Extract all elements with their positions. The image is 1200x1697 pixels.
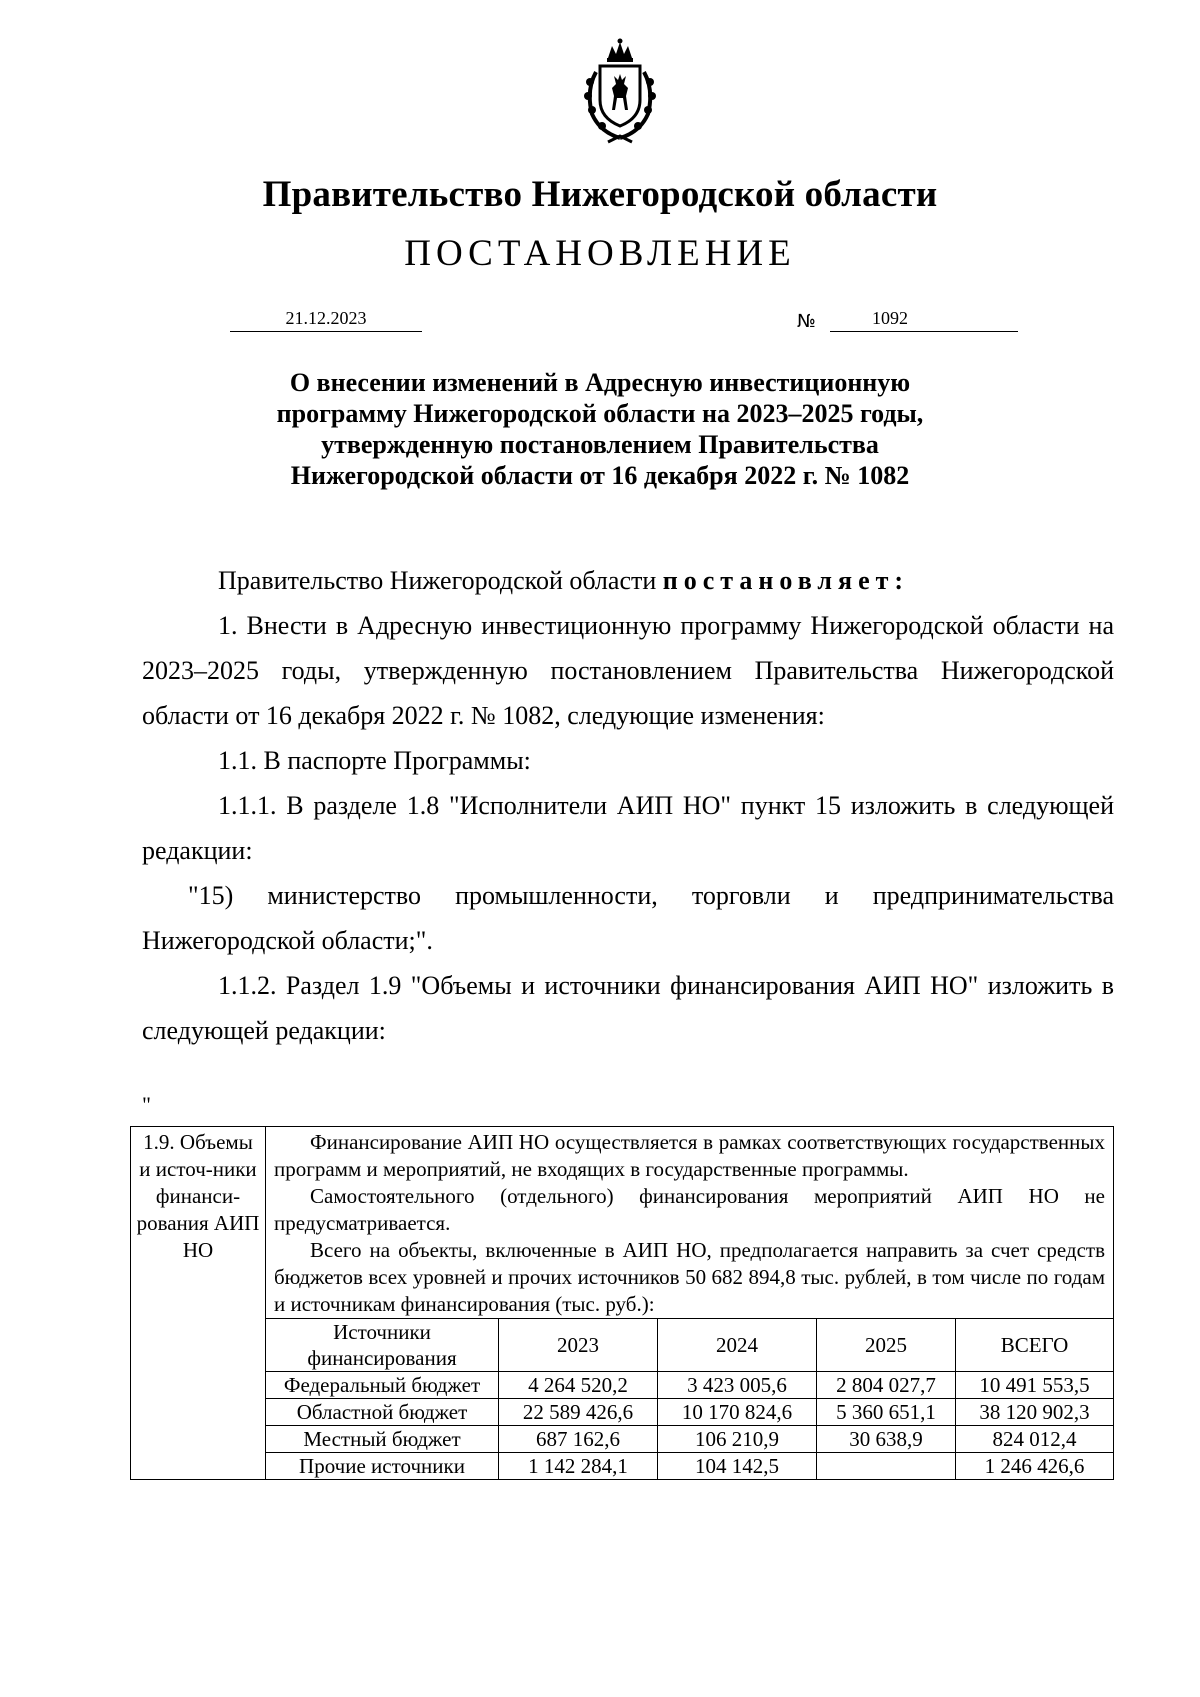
- row-value: 30 638,9: [817, 1426, 956, 1453]
- decree-intro-paragraph: [142, 558, 1114, 603]
- document-type: ПОСТАНОВЛЕНИЕ: [404, 233, 796, 274]
- row-value: 2 804 027,7: [817, 1372, 956, 1399]
- row-total: 38 120 902,3: [956, 1399, 1114, 1426]
- row-total: 824 012,4: [956, 1426, 1114, 1453]
- row-value: 1 142 284,1: [499, 1453, 658, 1480]
- table-row: [266, 1372, 1113, 1399]
- row-value: 4 264 520,2: [499, 1372, 658, 1399]
- header-cell: 2023: [499, 1319, 658, 1372]
- row-value: 10 170 824,6: [658, 1399, 817, 1426]
- header-cell: 2025: [817, 1319, 956, 1372]
- row-value: 5 360 651,1: [817, 1399, 956, 1426]
- subject-line: Нижегородской области от 16 декабря 2022 г. № 1082: [290, 461, 910, 490]
- section-content: [266, 1127, 1114, 1480]
- row-source: Областной бюджет: [266, 1399, 499, 1426]
- row-source: Федеральный бюджет: [266, 1372, 499, 1399]
- document-number: 1092: [872, 308, 908, 328]
- row-source: Местный бюджет: [266, 1426, 499, 1453]
- row-value: 687 162,6: [499, 1426, 658, 1453]
- document-subject: [240, 367, 960, 491]
- table-row: [266, 1399, 1113, 1426]
- paragraph-1-1-1: 1.1.1. В разделе 1.8 "Исполнители АИП НО" пункт 15 изложить в следующей редакции:: [142, 791, 1114, 865]
- paragraph-1: 1. Внести в Адресную инвестиционную программу Нижегородской области на 2023–2025 годы, утвержденную постановлением Правительства Нижегородской области от 16 декабря 2022 г. № 1082, следующие изменения:: [142, 611, 1114, 730]
- row-total: 1 246 426,6: [956, 1453, 1114, 1480]
- body-text: [142, 603, 1114, 1053]
- table-row: [266, 1453, 1113, 1480]
- section-label: 1.9. Объемы и источ-ники финанси-рования АИП НО: [131, 1127, 266, 1480]
- header-cell: 2024: [658, 1319, 817, 1372]
- subject-line: О внесении изменений в Адресную инвестиционную: [289, 368, 911, 397]
- row-value: 106 210,9: [658, 1426, 817, 1453]
- paragraph-1-1: 1.1. В паспорте Программы:: [218, 746, 531, 775]
- financing-section-table: [130, 1126, 1114, 1480]
- open-quote: ": [142, 1092, 151, 1117]
- date-underline: [230, 331, 422, 332]
- government-title: Правительство Нижегородской области: [262, 174, 938, 215]
- number-underline: [830, 331, 1018, 332]
- row-value: 3 423 005,6: [658, 1372, 817, 1399]
- row-value: [817, 1453, 956, 1480]
- table-row: [266, 1426, 1113, 1453]
- row-value: 22 589 426,6: [499, 1399, 658, 1426]
- coat-of-arms-emblem: [578, 38, 662, 148]
- decree-word: постановляет:: [662, 566, 910, 595]
- paragraph-15: "15) министерство промышленности, торговли и предпринимательства Нижегородской области;".: [142, 881, 1114, 955]
- number-sign: №: [797, 311, 816, 332]
- decree-intro: Правительство Нижегородской области: [218, 566, 657, 595]
- financing-sources-table: [266, 1318, 1113, 1479]
- row-total: 10 491 553,5: [956, 1372, 1114, 1399]
- subject-line: утвержденную постановлением Правительства: [321, 430, 879, 459]
- financing-text-1: Финансирование АИП НО осуществляется в рамках соответствующих государственных программ и мероприятий, не входящих в государственные программы.: [274, 1130, 1105, 1181]
- document-date: 21.12.2023: [285, 308, 367, 328]
- financing-text-3: Всего на объекты, включенные в АИП НО, предполагается направить за счет средств бюджетов всех уровней и прочих источников 50 682 894,8 тыс. рублей, в том числе по годам и источникам финансирования (тыс. руб.):: [274, 1238, 1105, 1316]
- table-header-row: [266, 1319, 1113, 1372]
- row-value: 104 142,5: [658, 1453, 817, 1480]
- paragraph-1-1-2: 1.1.2. Раздел 1.9 "Объемы и источники финансирования АИП НО" изложить в следующей редакции:: [142, 971, 1114, 1045]
- header-cell: Источники финансирования: [266, 1319, 499, 1372]
- subject-line: программу Нижегородской области на 2023–2025 годы,: [276, 399, 924, 428]
- financing-text-2: Самостоятельного (отдельного) финансирования мероприятий АИП НО не предусматривается.: [274, 1184, 1105, 1235]
- header-cell: ВСЕГО: [956, 1319, 1114, 1372]
- row-source: Прочие источники: [266, 1453, 499, 1480]
